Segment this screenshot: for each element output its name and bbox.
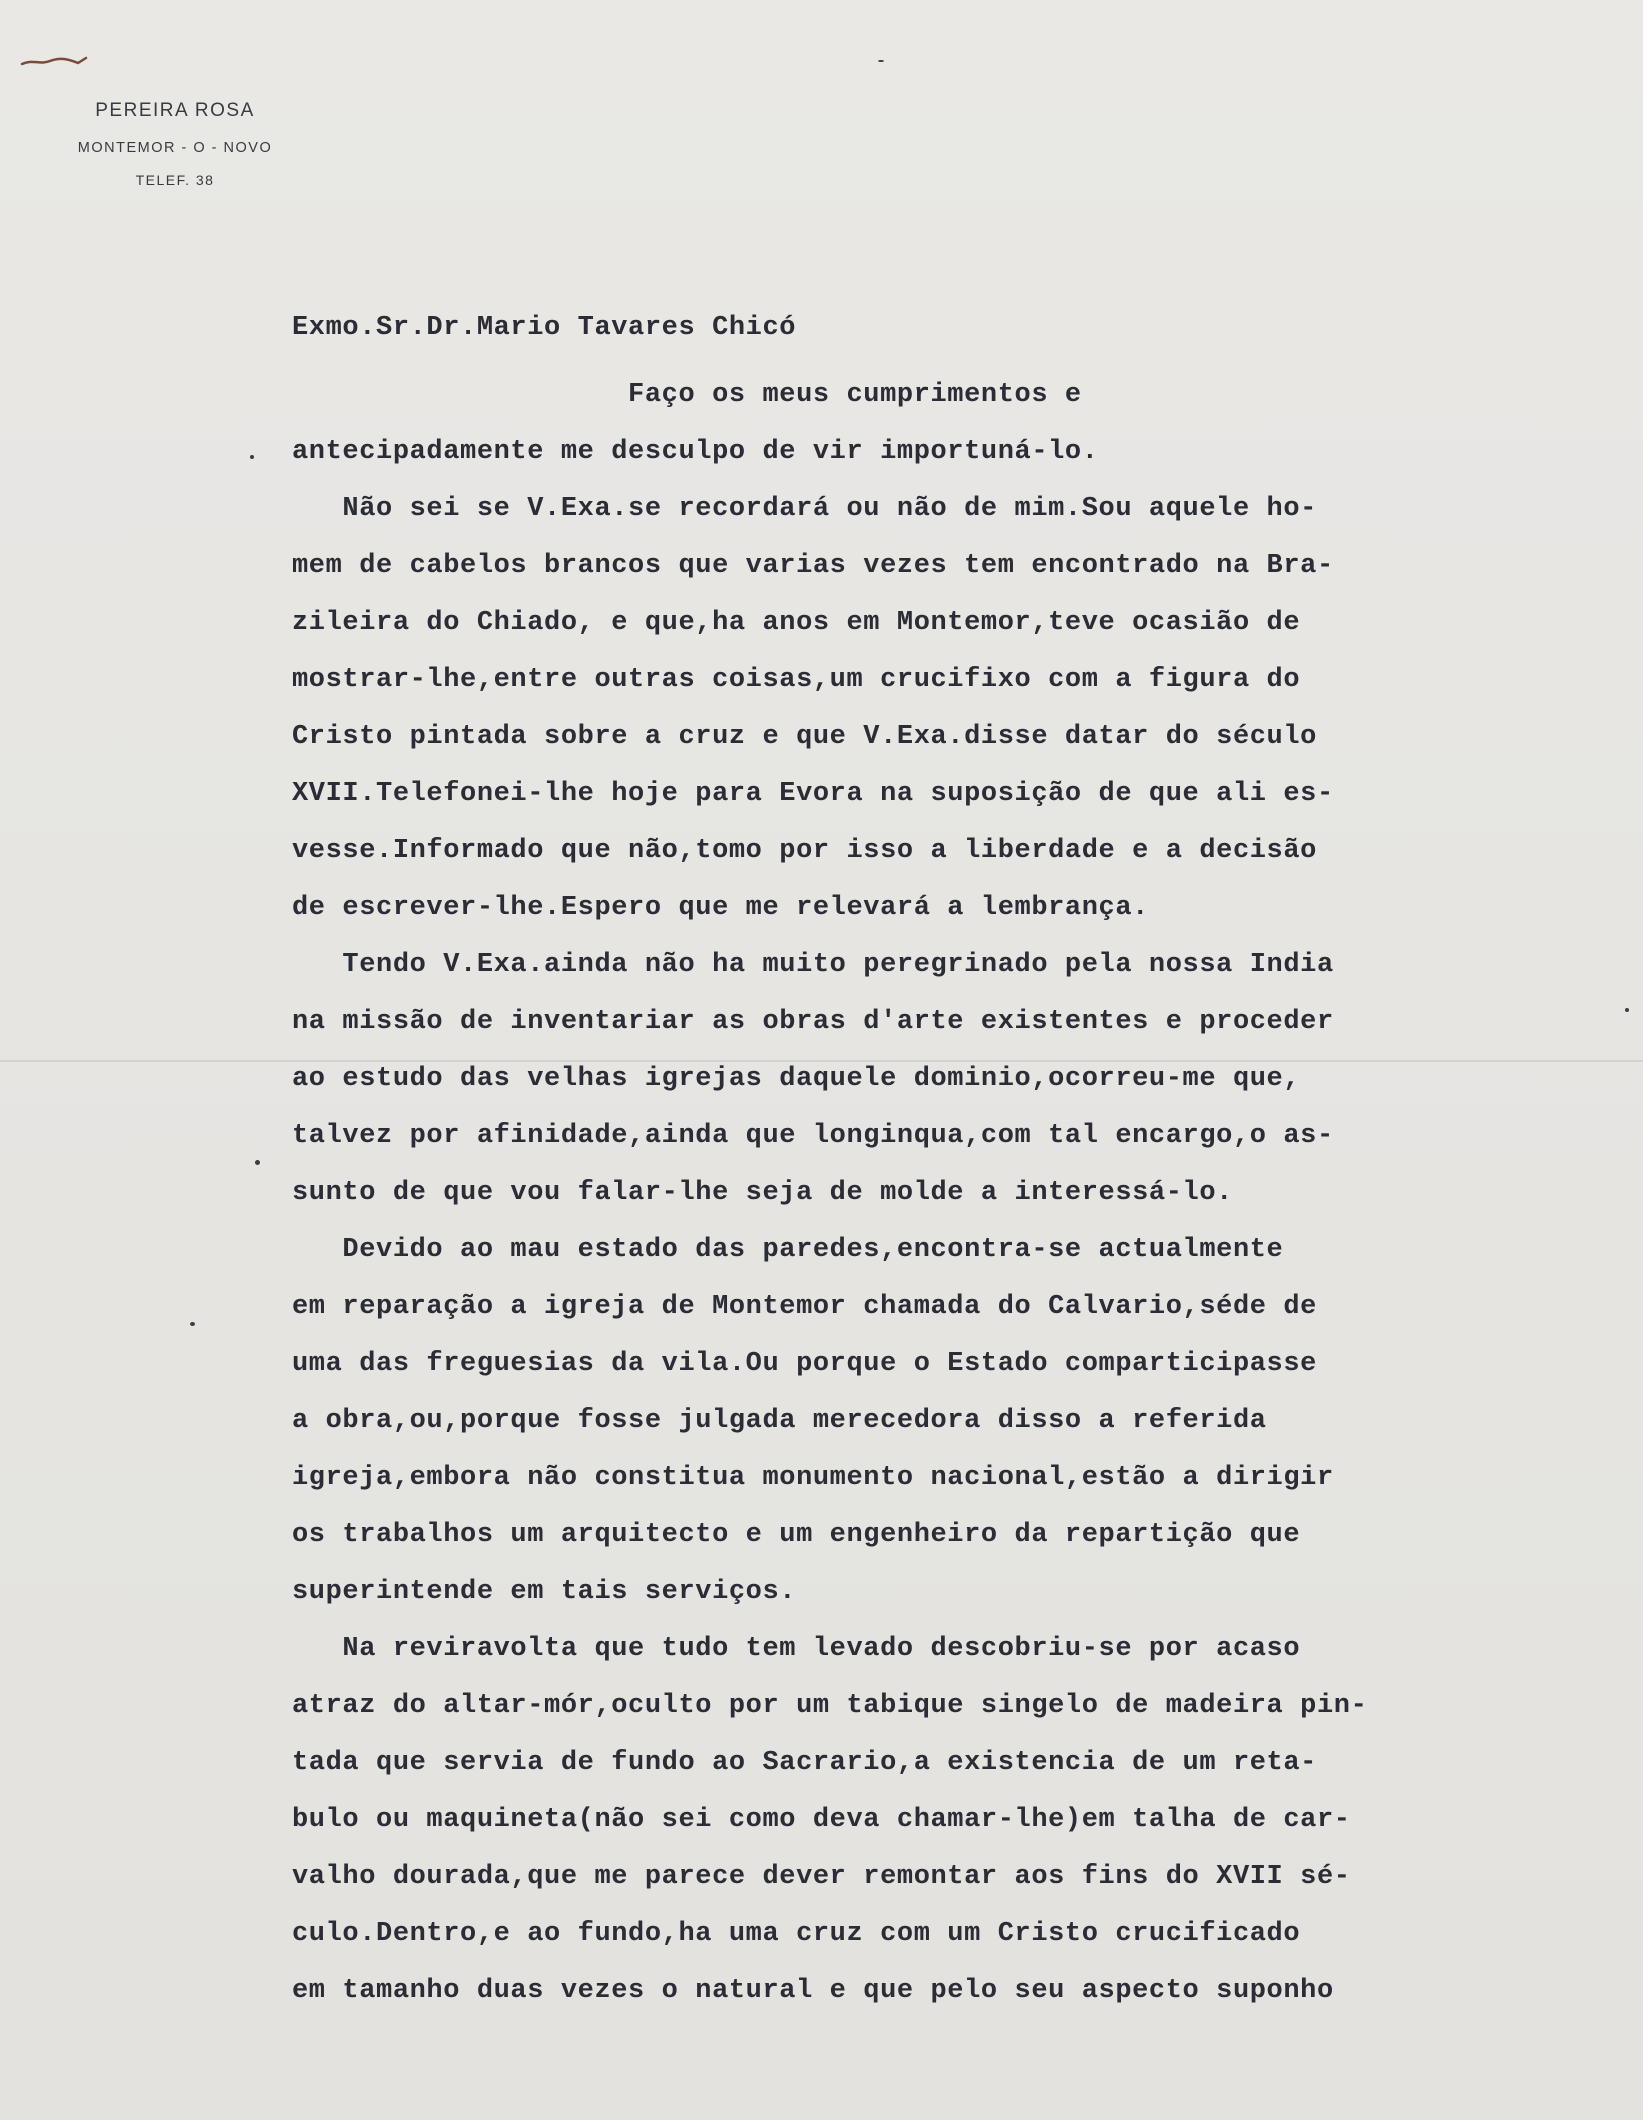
letter-line: atraz do altar-mór,oculto por um tabique singelo de madeira pin- bbox=[292, 1691, 1368, 1721]
letter-line: vesse.Informado que não,tomo por isso a liberdade e a decisão bbox=[292, 836, 1317, 866]
letter-line: uma das freguesias da vila.Ou porque o Estado comparticipasse bbox=[292, 1349, 1317, 1379]
letter-line: na missão de inventariar as obras d'arte existentes e proceder bbox=[292, 1007, 1334, 1037]
letter-line: os trabalhos um arquitecto e um engenheiro da repartição que bbox=[292, 1520, 1301, 1550]
letter-line: bulo ou maquineta(não sei como deva chamar-lhe)em talha de car- bbox=[292, 1805, 1351, 1835]
letter-line: antecipadamente me desculpo de vir importuná-lo. bbox=[292, 437, 1099, 467]
letter-line: valho dourada,que me parece dever remontar aos fins do XVII sé- bbox=[292, 1862, 1351, 1892]
ink-speck bbox=[250, 455, 254, 459]
letter-line: ao estudo das velhas igrejas daquele dominio,ocorreu-me que, bbox=[292, 1064, 1301, 1094]
letterhead-town: MONTEMOR - O - NOVO bbox=[77, 140, 273, 156]
letter-line: Na reviravolta que tudo tem levado descobriu-se por acaso bbox=[292, 1634, 1301, 1664]
letter-line: Faço os meus cumprimentos e bbox=[292, 380, 1082, 410]
letter-line: igreja,embora não constitua monumento nacional,estão a dirigir bbox=[292, 1463, 1334, 1493]
letter-line: talvez por afinidade,ainda que longinqua,com tal encargo,o as- bbox=[292, 1121, 1334, 1151]
ink-smudge-icon bbox=[20, 55, 90, 69]
ink-speck bbox=[255, 1160, 260, 1165]
letter-line: Não sei se V.Exa.se recordará ou não de mim.Sou aquele ho- bbox=[292, 494, 1317, 524]
letter-line: culo.Dentro,e ao fundo,ha uma cruz com um Cristo crucificado bbox=[292, 1919, 1301, 1949]
letter-line: mem de cabelos brancos que varias vezes tem encontrado na Bra- bbox=[292, 551, 1334, 581]
letter-line: tada que servia de fundo ao Sacrario,a existencia de um reta- bbox=[292, 1748, 1317, 1778]
letter-line: a obra,ou,porque fosse julgada merecedora disso a referida bbox=[292, 1406, 1267, 1436]
letter-line: mostrar-lhe,entre outras coisas,um crucifixo com a figura do bbox=[292, 665, 1301, 695]
letter-body bbox=[292, 300, 1622, 2020]
letterhead-telephone: TELEF. 38 bbox=[135, 172, 215, 188]
letter-line: Tendo V.Exa.ainda não ha muito peregrinado pela nossa India bbox=[292, 950, 1334, 980]
letter-line: de escrever-lhe.Espero que me relevará a lembrança. bbox=[292, 893, 1149, 923]
letter-line: Devido ao mau estado das paredes,encontra-se actualmente bbox=[292, 1235, 1284, 1265]
letter-line: sunto de que vou falar-lhe seja de molde a interessá-lo. bbox=[292, 1178, 1233, 1208]
ink-speck bbox=[1625, 1008, 1629, 1012]
letter-line: Cristo pintada sobre a cruz e que V.Exa.disse datar do século bbox=[292, 722, 1317, 752]
letterhead-name: PEREIRA ROSA bbox=[95, 100, 255, 121]
letter-line: XVII.Telefonei-lhe hoje para Evora na suposição de que ali es- bbox=[292, 779, 1334, 809]
letterhead bbox=[60, 100, 290, 188]
ink-speck bbox=[878, 60, 884, 62]
letter-line: superintende em tais serviços. bbox=[292, 1577, 797, 1607]
letter-line: em tamanho duas vezes o natural e que pelo seu aspecto suponho bbox=[292, 1976, 1334, 2006]
salutation: Exmo.Sr.Dr.Mario Tavares Chicó bbox=[292, 313, 797, 343]
letter-line: zileira do Chiado, e que,ha anos em Montemor,teve ocasião de bbox=[292, 608, 1301, 638]
letter-line: em reparação a igreja de Montemor chamada do Calvario,séde de bbox=[292, 1292, 1317, 1322]
ink-speck bbox=[190, 1322, 195, 1326]
